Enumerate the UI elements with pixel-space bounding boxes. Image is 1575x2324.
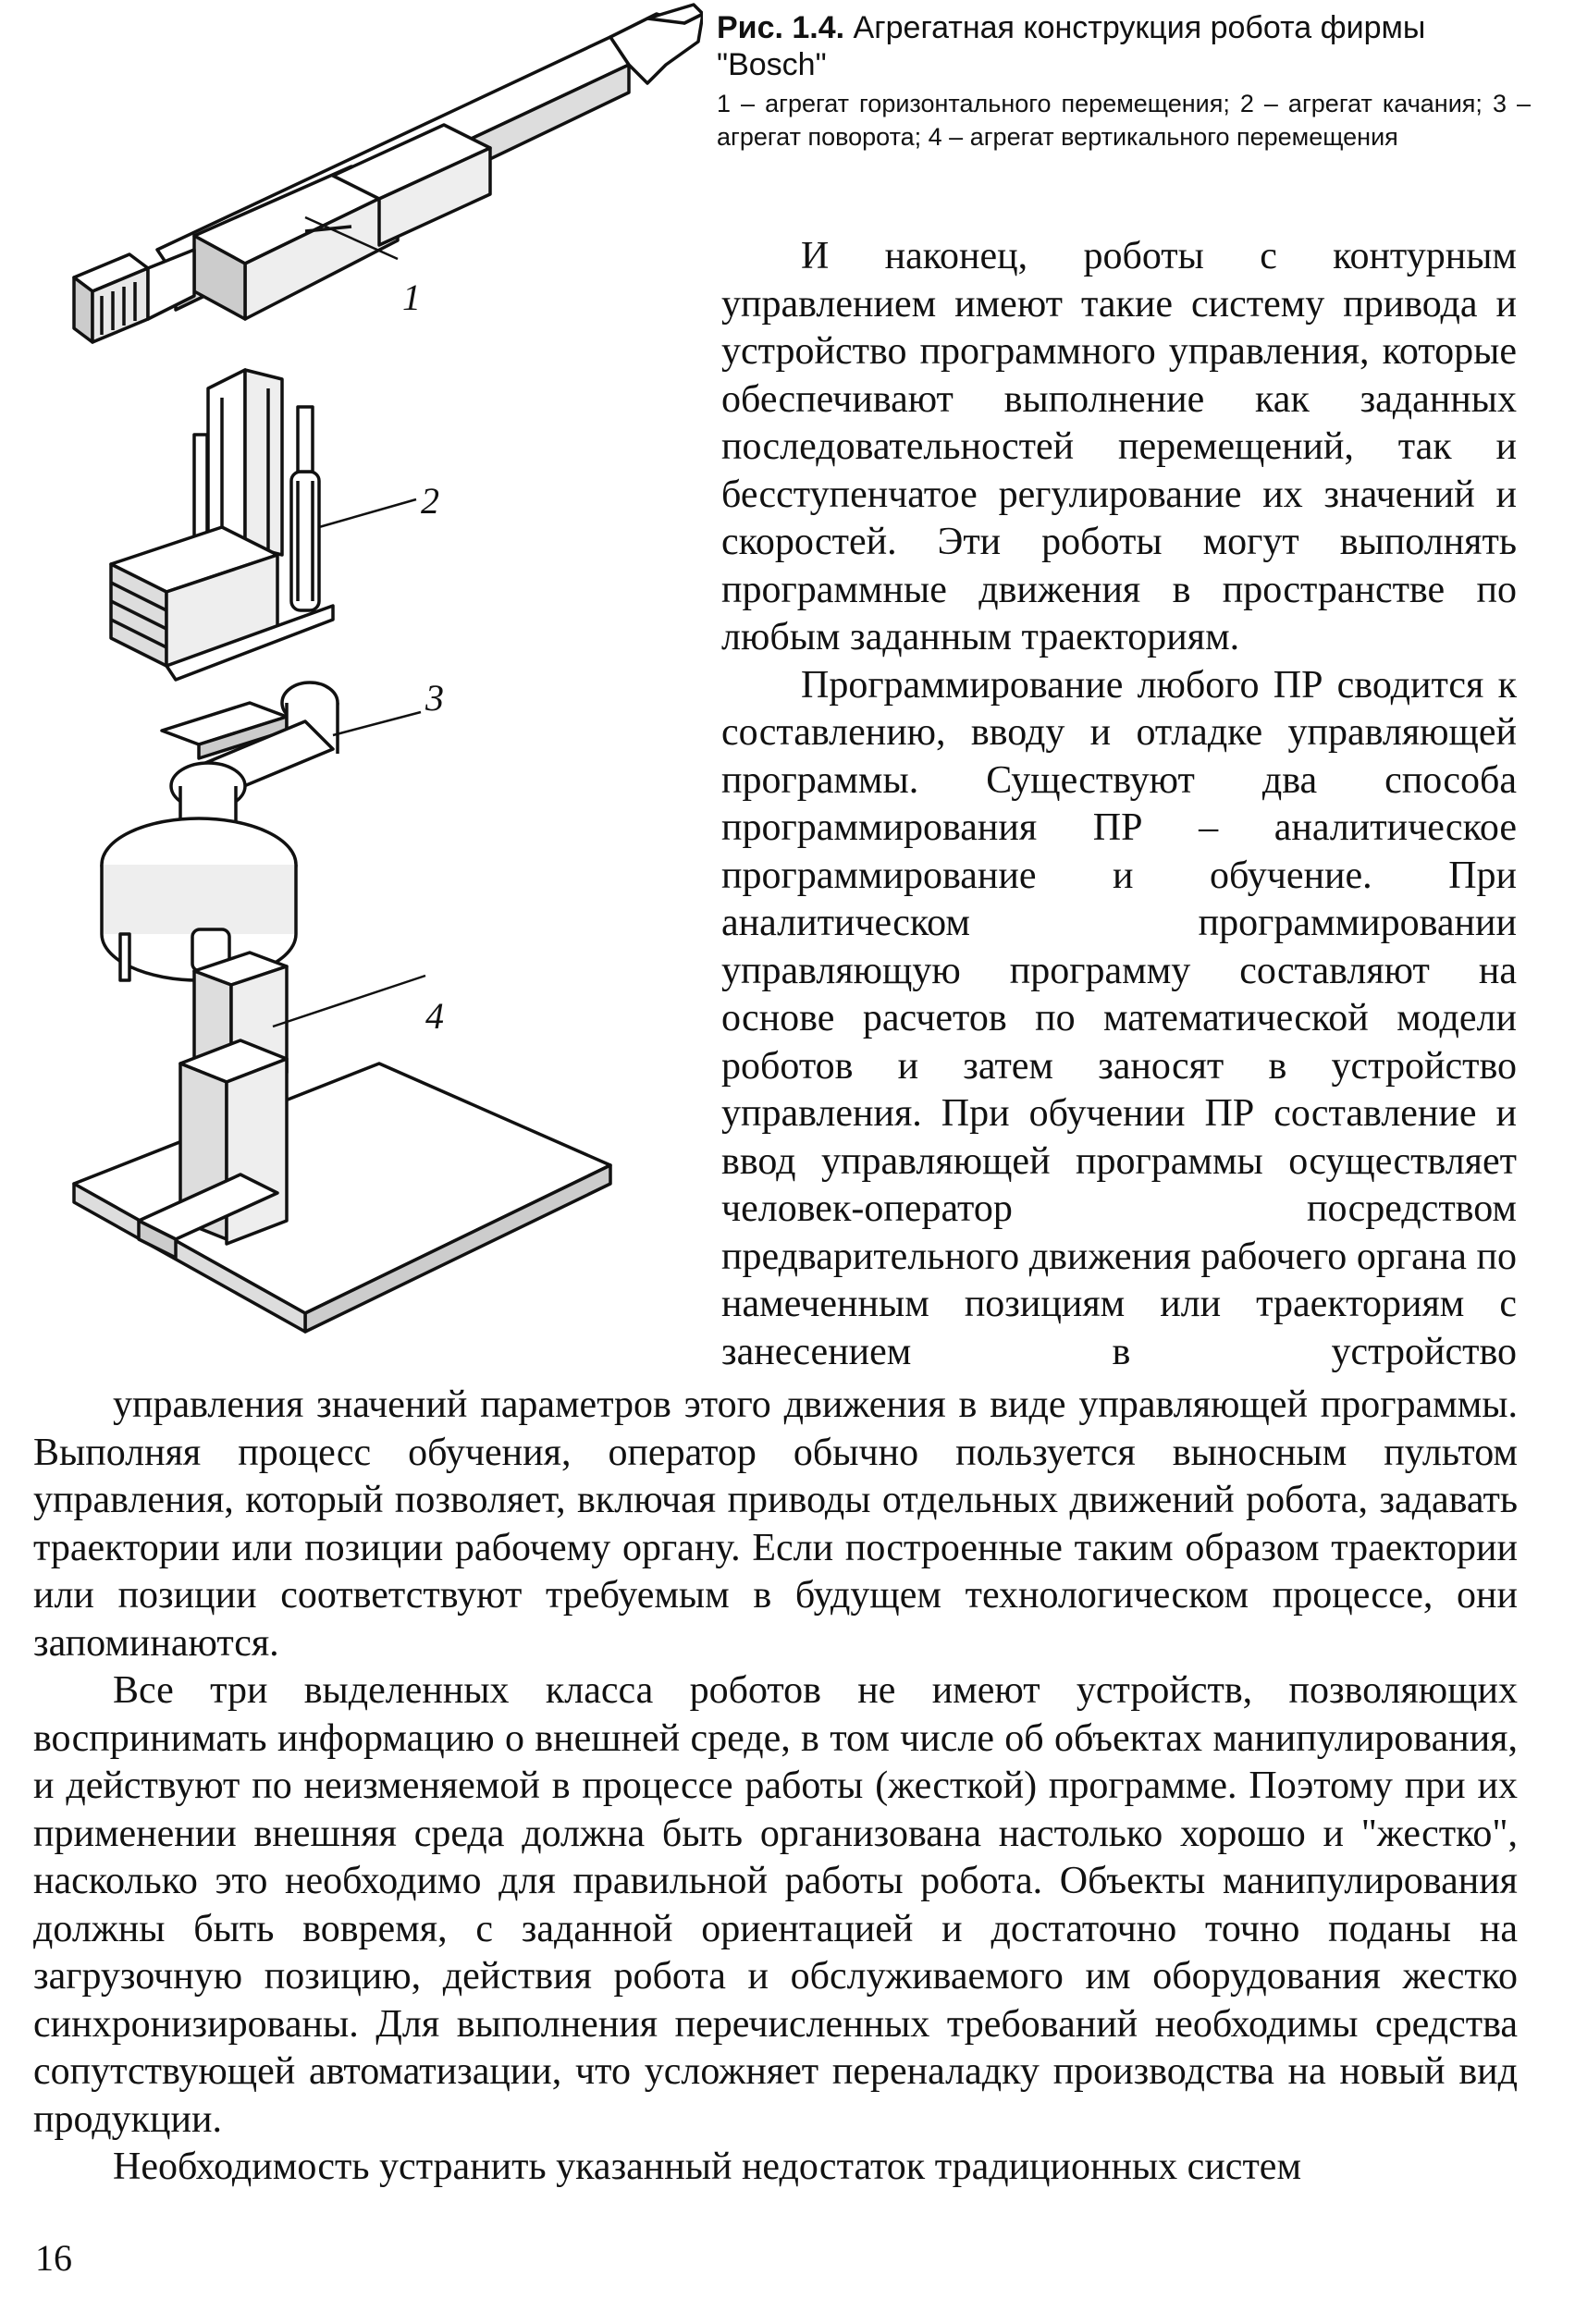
callout-3: 3 [425,677,444,719]
swing-unit-drawing [111,370,333,680]
robot-drawing [55,0,703,1369]
caption-legend: 1 – агрегат горизонтального перемещения; 2 – агрегат качания; 3 – агрегат поворота; 4 – агрегат вертикального перемещения [717,90,1531,151]
robot-figure [55,0,703,1369]
figure-caption [717,9,1531,154]
paragraph-1: И наконец, роботы с контурным управлением имеют такие систему привода и устройство программного управления, которые обеспечивают выполнение как заданных последовательностей перемещений, так и бесступенчатое регулирование их значений и скоростей. Эти роботы могут выполнять программные движения в пространстве по любым заданным траекториям. [721,235,1517,658]
callout-2: 2 [421,480,439,522]
callout-1: 1 [402,277,421,318]
caption-title: Агрегатная конструкция робота фирмы "Bosch" [717,10,1426,82]
caption-label: Рис. 1.4. [717,10,845,45]
horizontal-unit-drawing [74,5,703,342]
paragraph-3: Все три выделенных класса роботов не имеют устройств, позволяющих воспринимать информацию о внешней среде, в том числе об объектах манипулирования, и действуют по неизменяемой в процессе работы (жесткой) программе. Поэтому при их применении внешняя среда должна быть организована настолько хорошо и "жестко", насколько это необходимо для правильной работы робота. Объекты манипулирования должны быть вовремя, с заданной ориентацией и достаточно точно поданы на загрузочную позицию, действия робота и обслуживаемого им оборудования жестко синхронизированы. Для выполнения перечисленных требований необходимы средства сопутствующей автоматизации, что усложняет переналадку производства на новый вид продукции. [33,1669,1518,2141]
paragraph-2-end: управления значений параметров этого движения в виде управляющей программы. Выполняя процесс обучения, оператор обычно пользуется выносным пультом управления, который позволяет, включая приводы отдельных движений робота, задавать траектории или позиции рабочему органу. Если построенные таким образом траектории или позиции соответствуют требуемым в будущем технологическом процессе, они запоминаются. [33,1383,1518,1665]
page-number: 16 [35,2237,72,2279]
callout-4: 4 [425,995,444,1037]
column-text [721,233,1517,1376]
full-width-text [33,1382,1518,2192]
paragraph-4: Необходимость устранить указанный недостаток традиционных систем [113,2146,1302,2188]
paragraph-2-start: Программирование любого ПР сводится к составлению, вводу и отладке управляющей программы. Существуют два способа программирования ПР – аналитическое программирование и обучение. При аналитическом программировании управляющую программу составляют на основе расчетов по математической модели роботов и затем заносят в устройство управления. При обучении ПР составление и ввод управляющей программы осуществляет человек-оператор посредством предварительного движения рабочего органа по намеченным позициям или траекториям с занесением в устройство [721,663,1517,1373]
vertical-unit-drawing [74,929,610,1332]
